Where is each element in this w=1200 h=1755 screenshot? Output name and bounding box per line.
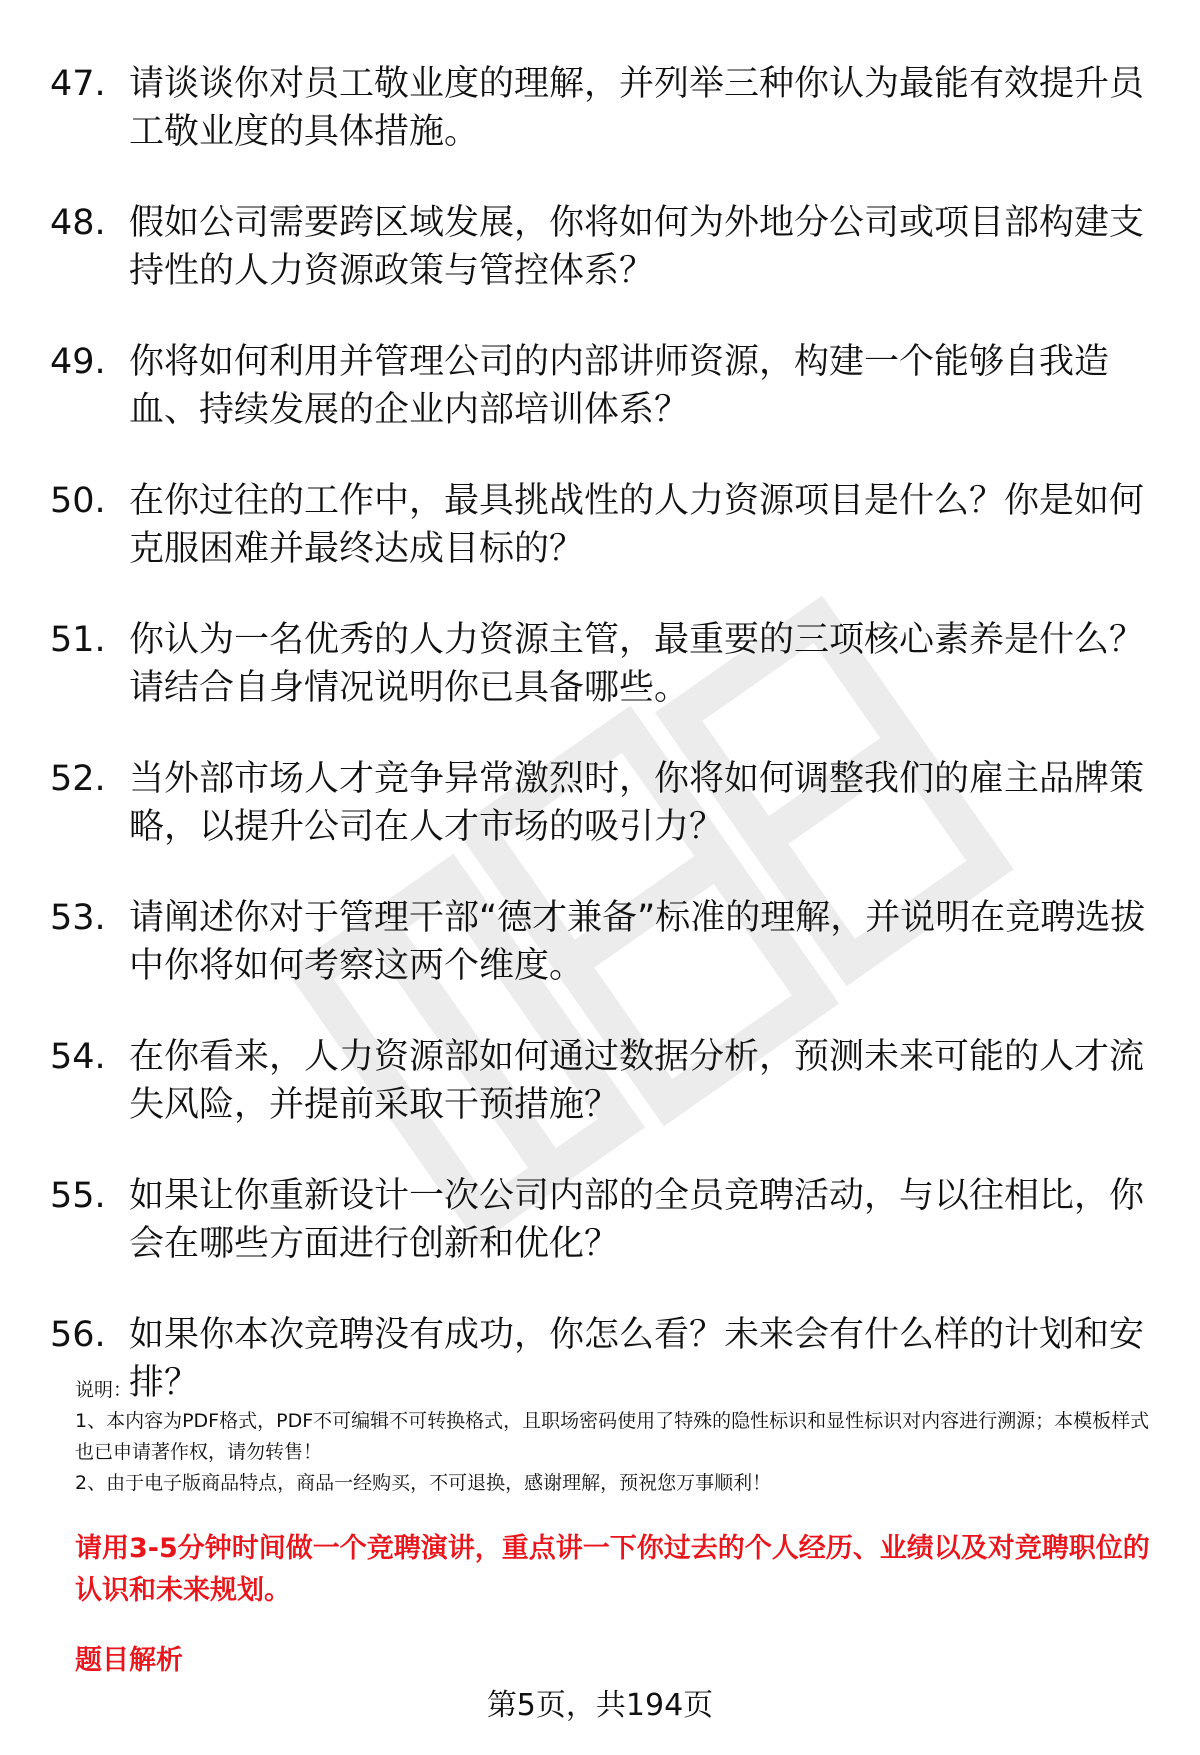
- question-number: 47.: [50, 64, 106, 104]
- question-text: 在你过往的工作中，最具挑战性的人力资源项目是什么？你是如何克服困难并最终达成目标的？: [129, 481, 1145, 569]
- question-item: [50, 60, 1150, 156]
- question-text: 在你看来，人力资源部如何通过数据分析，预测未来可能的人才流失风险，并提前采取干预措施？: [129, 1037, 1145, 1125]
- page-footer: 第5页，共194页: [486, 1688, 714, 1723]
- question-number: 48.: [50, 203, 106, 243]
- question-text: 如果让你重新设计一次公司内部的全员竞聘活动，与以往相比，你会在哪些方面进行创新和优化？: [129, 1176, 1145, 1264]
- notes-block: [75, 1375, 1165, 1499]
- question-item: [50, 199, 1150, 295]
- question-number: 50.: [50, 481, 106, 521]
- question-item: [50, 1172, 1150, 1268]
- question-item: [50, 894, 1150, 990]
- question-text: 你认为一名优秀的人力资源主管，最重要的三项核心素养是什么？请结合自身情况说明你已具备哪些。: [129, 620, 1145, 708]
- question-text: 当外部市场人才竞争异常激烈时，你将如何调整我们的雇主品牌策略，以提升公司在人才市场的吸引力？: [129, 759, 1145, 847]
- question-number: 51.: [50, 620, 106, 660]
- question-number: 54.: [50, 1037, 106, 1077]
- notes-title: 说明：: [75, 1379, 133, 1401]
- notes-line-1: 1、本内容为PDF格式，PDF不可编辑不可转换格式，且职场密码使用了特殊的隐性标识和显性标识对内容进行溯源；本模板样式也已申请著作权，请勿转售！: [75, 1410, 1150, 1463]
- question-item: [50, 477, 1150, 573]
- question-item: [50, 616, 1150, 712]
- question-number: 55.: [50, 1176, 106, 1216]
- question-item: [50, 1033, 1150, 1129]
- question-number: 56.: [50, 1315, 106, 1355]
- speech-instruction: 请用3-5分钟时间做一个竞聘演讲，重点讲一下你过去的个人经历、业绩以及对竞聘职位的认识和未来规划。: [75, 1533, 1150, 1606]
- question-text: 如果你本次竞聘没有成功，你怎么看？未来会有什么样的计划和安排？: [129, 1315, 1145, 1403]
- question-text: 你将如何利用并管理公司的内部讲师资源，构建一个能够自我造血、持续发展的企业内部培训体系？: [129, 342, 1110, 430]
- question-number: 49.: [50, 342, 106, 382]
- question-item: [50, 755, 1150, 851]
- question-number: 52.: [50, 759, 106, 799]
- section-title: 题目解析: [75, 1645, 183, 1676]
- question-list: [50, 60, 1150, 1450]
- question-text: 请谈谈你对员工敬业度的理解，并列举三种你认为最能有效提升员工敬业度的具体措施。: [129, 64, 1145, 152]
- question-text: 假如公司需要跨区域发展，你将如何为外地分公司或项目部构建支持性的人力资源政策与管控体系？: [129, 203, 1145, 291]
- question-text: 请阐述你对于管理干部“德才兼备”标准的理解，并说明在竞聘选拔中你将如何考察这两个维度。: [129, 898, 1146, 986]
- question-item: [50, 338, 1150, 434]
- question-number: 53.: [50, 898, 106, 938]
- notes-line-2: 2、由于电子版商品特点，商品一经购买，不可退换，感谢理解，预祝您万事顺利！: [75, 1472, 772, 1494]
